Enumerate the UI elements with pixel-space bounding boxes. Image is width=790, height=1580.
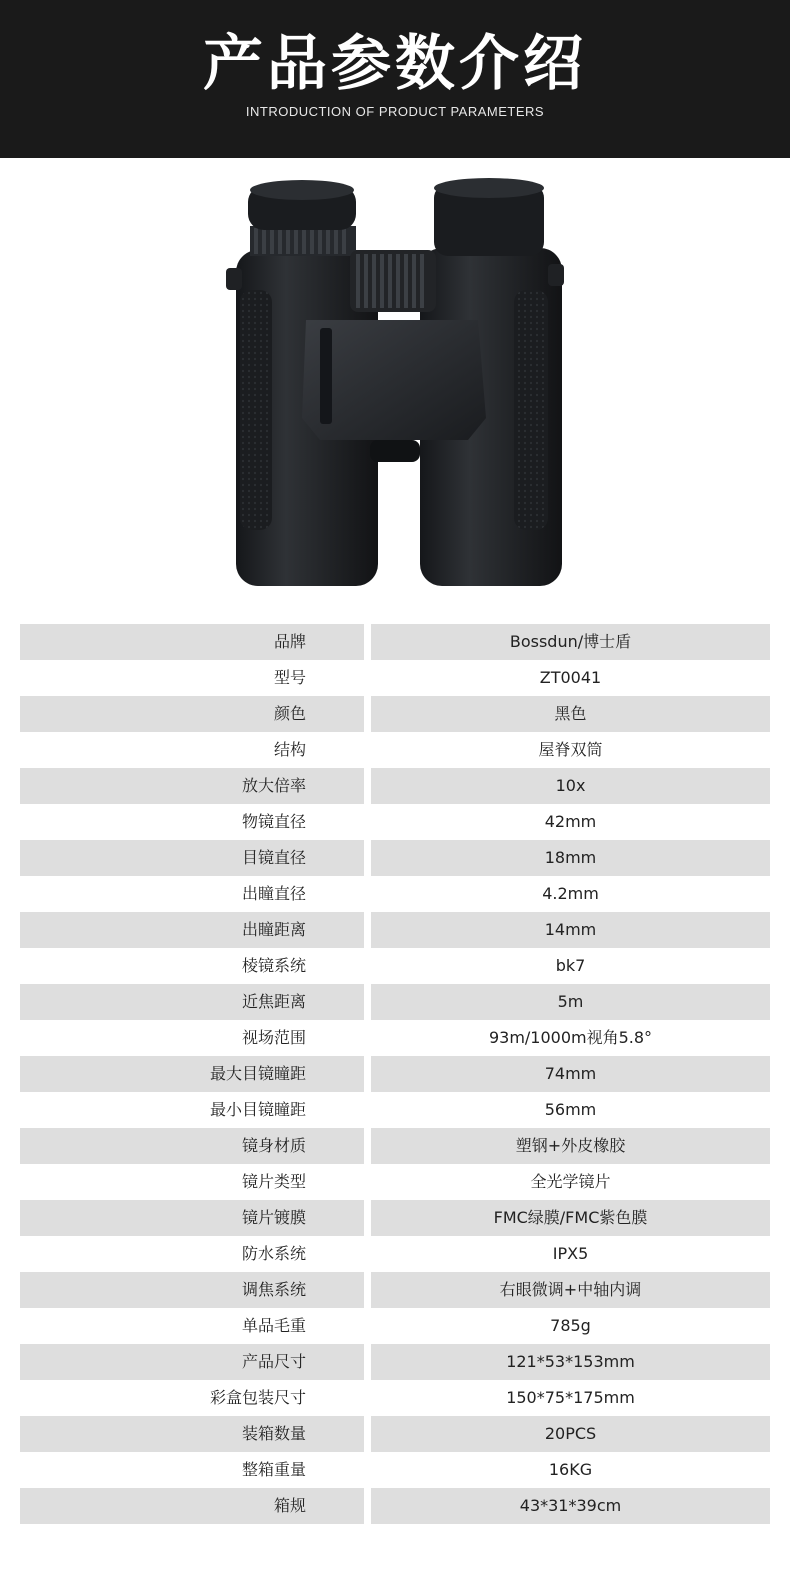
table-row (20, 1092, 770, 1128)
spec-label: 箱规 (20, 1488, 364, 1524)
spec-label: 防水系统 (241, 1244, 306, 1263)
spec-value: 18mm (371, 840, 770, 876)
spec-label: 型号 (273, 668, 306, 687)
spec-value: 塑钢+外皮橡胶 (371, 1128, 770, 1164)
spec-value: 121*53*153mm (371, 1344, 770, 1380)
spec-label: 视场范围 (241, 1028, 306, 1047)
table-row (20, 1416, 770, 1452)
spec-label: 结构 (273, 740, 306, 759)
spec-value: 10x (371, 768, 770, 804)
spec-label: 彩盒包装尺寸 (209, 1388, 306, 1407)
spec-value: 93m/1000m视角5.8° (488, 1028, 653, 1047)
table-row (20, 660, 770, 696)
table-row (20, 1056, 770, 1092)
table-row (20, 768, 770, 804)
table-row (20, 1128, 770, 1164)
table-row (20, 1164, 770, 1200)
table-row (20, 1200, 770, 1236)
table-row (20, 732, 770, 768)
spec-label: 镜片镀膜 (20, 1200, 364, 1236)
spec-value: 右眼微调+中轴内调 (371, 1272, 770, 1308)
table-row (20, 840, 770, 876)
spec-value: 56mm (544, 1100, 597, 1119)
spec-label: 品牌 (20, 624, 364, 660)
spec-label: 近焦距离 (20, 984, 364, 1020)
table-row (20, 1488, 770, 1524)
spec-value: Bossdun/博士盾 (371, 624, 770, 660)
spec-label: 棱镜系统 (241, 956, 306, 975)
spec-label: 最大目镜瞳距 (20, 1056, 364, 1092)
spec-value: 785g (550, 1316, 591, 1335)
page-title: 产品参数介绍 (203, 29, 587, 99)
table-row (20, 804, 770, 840)
spec-label: 镜身材质 (20, 1128, 364, 1164)
spec-value: 全光学镜片 (530, 1172, 611, 1191)
spec-value: FMC绿膜/FMC紫色膜 (371, 1200, 770, 1236)
spec-value: 14mm (371, 912, 770, 948)
spec-label: 颜色 (20, 696, 364, 732)
spec-value: IPX5 (552, 1244, 589, 1263)
spec-value: 74mm (371, 1056, 770, 1092)
table-row (20, 624, 770, 660)
spec-label: 产品尺寸 (20, 1344, 364, 1380)
spec-label: 调焦系统 (20, 1272, 364, 1308)
spec-label: 单品毛重 (241, 1316, 306, 1335)
table-row (20, 876, 770, 912)
spec-value: 150*75*175mm (506, 1388, 635, 1407)
binoculars-image (0, 158, 790, 616)
table-row (20, 1380, 770, 1416)
table-row (20, 1452, 770, 1488)
spec-label: 出瞳距离 (20, 912, 364, 948)
spec-value: ZT0041 (539, 668, 602, 687)
table-row (20, 1272, 770, 1308)
table-row (20, 984, 770, 1020)
spec-label: 目镜直径 (20, 840, 364, 876)
table-row (20, 1344, 770, 1380)
spec-value: 屋脊双筒 (538, 740, 603, 759)
product-image (0, 158, 790, 616)
table-row (20, 948, 770, 984)
table-row (20, 1020, 770, 1056)
table-row (20, 696, 770, 732)
spec-label: 物镜直径 (241, 812, 306, 831)
spec-value: 20PCS (371, 1416, 770, 1452)
spec-label: 出瞳直径 (241, 884, 306, 903)
spec-value: 43*31*39cm (371, 1488, 770, 1524)
table-row (20, 912, 770, 948)
spec-label: 镜片类型 (241, 1172, 306, 1191)
spec-value: 4.2mm (542, 884, 599, 903)
spec-table (20, 624, 770, 1524)
spec-value: 5m (371, 984, 770, 1020)
spec-label: 整箱重量 (241, 1460, 306, 1479)
spec-label: 最小目镜瞳距 (209, 1100, 306, 1119)
table-row (20, 1308, 770, 1344)
spec-value: 42mm (544, 812, 597, 831)
spec-value: 黑色 (371, 696, 770, 732)
page-subtitle: INTRODUCTION OF PRODUCT PARAMETERS (245, 104, 545, 119)
table-row (20, 1236, 770, 1272)
spec-value: 16KG (548, 1460, 593, 1479)
spec-label: 装箱数量 (20, 1416, 364, 1452)
page-header (0, 0, 790, 158)
spec-value: bk7 (555, 956, 586, 975)
spec-label: 放大倍率 (20, 768, 364, 804)
